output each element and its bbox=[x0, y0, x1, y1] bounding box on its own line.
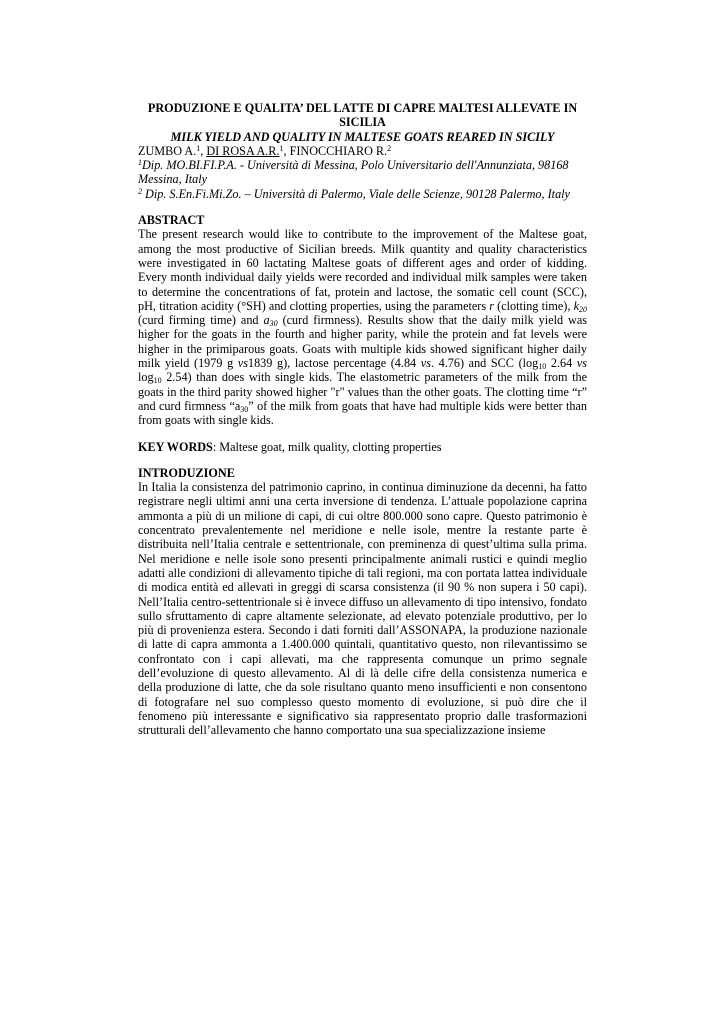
author-separator: , bbox=[283, 143, 290, 158]
abstract-text: (curd firming time) and bbox=[138, 313, 264, 328]
author-affiliation-mark: 1 bbox=[279, 143, 284, 153]
abstract-subscript: 30 bbox=[269, 319, 278, 329]
keywords-text: : Maltese goat, milk quality, clotting properties bbox=[212, 439, 442, 454]
abstract-text: 2.64 bbox=[546, 356, 577, 371]
abstract-symbol: a bbox=[263, 313, 270, 328]
author-name: ZUMBO A. bbox=[138, 143, 197, 158]
affiliation-mark: 2 bbox=[138, 186, 142, 196]
abstract-subscript: 30 bbox=[240, 404, 249, 414]
abstract-text: 2.54) than does with single kids. The elastometric parameters of the milk from the goats in the third parity showed higher "r" values than the other goats. The clotting time “r” and curd firmness “a bbox=[138, 370, 587, 413]
paper-body bbox=[138, 101, 587, 737]
keywords-label: KEY WORDS bbox=[138, 439, 213, 454]
author-separator: , bbox=[200, 143, 207, 158]
paper-title: PRODUZIONE E QUALITA’ DEL LATTE DI CAPRE MALTESI ALLEVATE IN SICILIA bbox=[147, 101, 578, 130]
abstract-text: (clotting time), bbox=[494, 298, 574, 313]
affiliation-text: Dip. MO.BI.FI.P.A. - Università di Messina, Polo Universitario dell'Annunziata, 98168 Messina, Italy bbox=[138, 158, 569, 187]
abstract-subscript: 20 bbox=[579, 304, 587, 314]
abstract-paragraph bbox=[138, 227, 587, 427]
affiliation-text: Dip. S.En.Fi.Mi.Zo. – Università di Palermo, Viale delle Scienze, 90128 Palermo, Italy bbox=[142, 186, 570, 201]
abstract-symbol: vs bbox=[237, 356, 248, 371]
abstract-text: . 4.76) and SCC (log bbox=[430, 356, 539, 371]
abstract-text: The present research would like to contribute to the improvement of the Maltese goat, among the most productive of Sicilian breeds. Milk quantity and quality characteristics were investigated in 60 lactating Maltese goats of different ages and order of kidding. Every month individual daily yields were recorded and individual milk samples were taken to determine the concentrations of fat, protein and lactose, the somatic cell count (SCC), pH, titration acidity (°SH) and clotting properties, using the parameters bbox=[138, 227, 587, 313]
abstract-symbol: vs bbox=[420, 356, 431, 371]
abstract-text: (curd firmness). Results show that the daily milk yield was higher for the goats in the fourth and higher parity, while the protein and fat levels were higher in the primiparous goats. Goats with multiple kids showed significant higher daily milk yield (1979 g bbox=[138, 313, 587, 371]
abstract-symbol: r bbox=[489, 298, 495, 313]
abstract-subscript: 10 bbox=[153, 376, 162, 386]
affiliation-mark: 1 bbox=[138, 158, 142, 168]
abstract-symbol: vs bbox=[576, 356, 587, 371]
author-affiliation-mark: 2 bbox=[387, 143, 392, 153]
abstract-text: log bbox=[138, 370, 154, 385]
introduction-paragraph: In Italia la consistenza del patrimonio caprino, in continua diminuzione da decenni, ha fatto registrare negli ultimi anni una certa inversione di tendenza. L’attuale popolazione caprina ammonta a più di un milione di capi, di cui oltre 800.000 sono capre. Questo patrimonio è concentrato prevalentemente nel meridione e nelle isole, mentre la restante parte è distribuita nell’Italia centrale e settentrionale, con preminenza di quest’ultima sulla prima. Nel meridione e nelle isole sono presenti principalmente animali rustici e quindi meglio adatti alle condizioni di allevamento tipiche di tali regioni, ma con portata lattea individuale di modica entità ed allevati in greggi di scarsa consistenza (il 90 % non supera i 50 capi). Nell’Italia centro-settentrionale si è invece diffuso un allevamento di tipo intensivo, fondato sullo sfruttamento di capre altamente selezionate, ad elevato potenziale produttivo, per lo più di provenienza estera. Secondo i dati forniti dall’ASSONAPA, la produzione nazionale di latte di capra ammonta a 1.400.000 quintali, quantitativo questo, non rilevantissimo se confrontato con i capi allevati, ma che rappresenta comunque un primo segnale dell’evoluzione di questo allevamento. Al di là delle cifre della consistenza numerica e della produzione di latte, che da sole risultano quanto meno insufficienti e non consentono di fotografare nel suo complesso questo momento di evoluzione, si può dire che il fenomeno più interessante e significativo sia rappresentato proprio dalle trasformazioni strutturali dell’allevamento che hanno comportato una sua specializzazione insieme bbox=[138, 480, 587, 738]
keywords-line bbox=[138, 440, 587, 454]
abstract-subscript: 10 bbox=[538, 362, 547, 372]
corresponding-author-name: DI ROSA A.R. bbox=[206, 143, 280, 158]
affiliation bbox=[138, 158, 587, 187]
author-affiliation-mark: 1 bbox=[196, 143, 201, 153]
author-line bbox=[138, 144, 587, 158]
abstract-text: ” of the milk from goats that have had multiple kids were better than from goats with single kids. bbox=[138, 398, 587, 428]
author-name: FINOCCHIARO R. bbox=[289, 143, 388, 158]
affiliation bbox=[138, 187, 587, 201]
abstract-text: 1839 g), lactose percentage (4.84 bbox=[247, 356, 421, 371]
abstract-heading: ABSTRACT bbox=[138, 213, 205, 228]
abstract-symbol: k bbox=[573, 298, 579, 313]
paper-subtitle: MILK YIELD AND QUALITY IN MALTESE GOATS REARED IN SICILY bbox=[170, 129, 555, 144]
introduction-heading: INTRODUZIONE bbox=[138, 465, 235, 480]
